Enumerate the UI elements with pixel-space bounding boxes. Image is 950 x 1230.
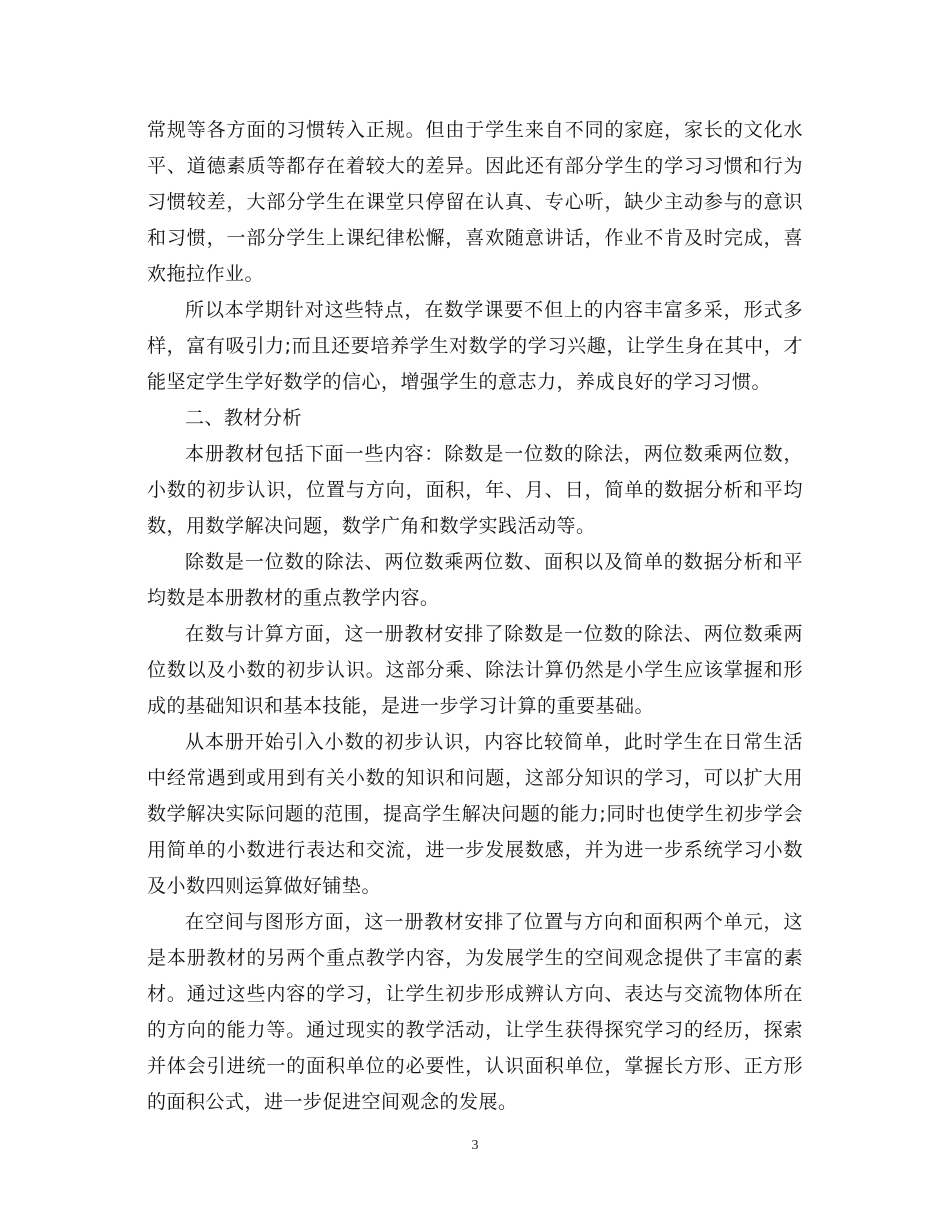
page-number: 3	[471, 1138, 479, 1153]
paragraph-continued-student-habits: 常规等各方面的习惯转入正规。但由于学生来自不同的家庭，家长的文化水平、道德素质等都存在着较大的差异。因此还有部分学生的学习习惯和行为习惯较差，大部分学生在课堂只停留在认真、专心听，缺少主动参与的意识和习惯，一部分学生上课纪律松懈，喜欢随意讲话，作业不肯及时完成，喜欢拖拉作业。	[147, 119, 803, 285]
paragraph-textbook-contents: 本册教材包括下面一些内容：除数是一位数的除法，两位数乘两位数，小数的初步认识，位置与方向，面积，年、月、日，简单的数据分析和平均数，用数学解决问题，数学广角和数学实践活动等。	[147, 443, 803, 537]
paragraph-semester-approach: 所以本学期针对这些特点，在数学课要不但上的内容丰富多采，形式多样，富有吸引力;而且还要培养学生对数学的学习兴趣，让学生身在其中，才能坚定学生学好数学的信心，增强学生的意志力，养成良好的学习习惯。	[147, 299, 803, 393]
paragraph-space-and-geometry: 在空间与图形方面，这一册教材安排了位置与方向和面积两个单元，这是本册教材的另两个重点教学内容，为发展学生的空间观念提供了丰富的素材。通过这些内容的学习，让学生初步形成辨认方向、表达与交流物体所在的方向的能力等。通过现实的教学活动，让学生获得探究学习的经历，探索并体会引进统一的面积单位的必要性，认识面积单位，掌握长方形、正方形的面积公式，进一步促进空间观念的发展。	[147, 911, 803, 1113]
page-body	[147, 112, 803, 1120]
paragraph-key-content: 除数是一位数的除法、两位数乘两位数、面积以及简单的数据分析和平均数是本册教材的重点教学内容。	[147, 551, 803, 609]
section-heading-textbook-analysis: 二、教材分析	[185, 407, 303, 429]
paragraph-number-and-calculation: 在数与计算方面，这一册教材安排了除数是一位数的除法、两位数乘两位数以及小数的初步认识。这部分乘、除法计算仍然是小学生应该掌握和形成的基础知识和基本技能，是进一步学习计算的重要基础。	[147, 623, 803, 717]
paragraph-decimals-introduction: 从本册开始引入小数的初步认识，内容比较简单，此时学生在日常生活中经常遇到或用到有关小数的知识和问题，这部分知识的学习，可以扩大用数学解决实际问题的范围，提高学生解决问题的能力;同时也使学生初步学会用简单的小数进行表达和交流，进一步发展数感，并为进一步系统学习小数及小数四则运算做好铺垫。	[147, 731, 803, 897]
